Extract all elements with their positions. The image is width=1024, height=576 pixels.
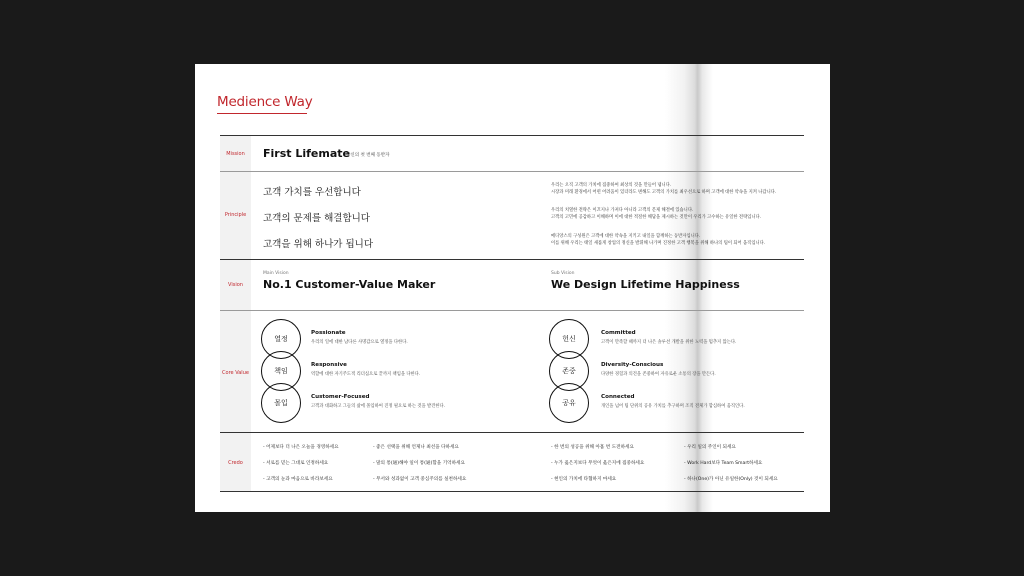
credo-3-2: - 누가 옳은지보다 무엇이 옳은지에 집중하세요 — [551, 461, 645, 466]
credo-2-3: - 무서와 성과없이 고객 중심주의를 실천하세요 — [373, 477, 467, 482]
principle-head-3: 고객을 위해 하나가 됩니다 — [263, 239, 374, 250]
credo-1-1: - 어제보다 더 나은 오늘을 경영하세요 — [263, 445, 339, 450]
credo-1-3: - 고객의 눈과 마음으로 바라보세요 — [263, 477, 333, 482]
credo-4-3: - 하나(One)가 아닌 유일한(Only) 것이 되세요 — [684, 477, 778, 482]
rule-vision — [220, 310, 804, 311]
row-label-principle: Principle — [224, 212, 247, 218]
row-label-core-value: Core Value — [222, 370, 249, 376]
core-value-right-2-title: Diversity-Conscious — [601, 362, 664, 368]
credo-2-2: - 말의 통(通)해야 일이 통(通)함을 기억하세요 — [373, 461, 465, 466]
core-value-left-1-desc: 우리의 일에 대한 남다른 사명감으로 열정을 다한다. — [311, 340, 408, 345]
rule-principle — [220, 259, 804, 260]
core-value-right-1-label: 헌신 — [562, 335, 576, 343]
credo-4-2: - Work Hard보다 Team Smart하세요 — [684, 461, 763, 466]
credo-3-1: - 한 번의 성공을 위해 아홉 번 도전하세요 — [551, 445, 634, 450]
principle-para-3: 메디앙스의 구성원은 고객에 대한 약속을 지키고 내일을 함께하는 동반자입니다. 이를 위해 우리는 태일 새롭게 창업의 정신을 발휘해 나가며 진정한 고객 행복을 위해 하나의 팀이 되어 움직입니다. — [551, 234, 766, 246]
main-vision-label: Main Vision — [263, 271, 289, 276]
main-vision-text: No.1 Customer-Value Maker — [263, 278, 436, 291]
rule-mission — [220, 171, 804, 172]
credo-4-1: - 우리 일의 주인이 되세요 — [684, 445, 736, 450]
row-label-vision: Vision — [228, 282, 243, 288]
core-value-right-3-label: 공유 — [562, 399, 576, 407]
mission-sub: 당신의 첫 번째 동반자 — [346, 153, 390, 158]
credo-1-2: - 서로를 믿는 그대로 인정하세요 — [263, 461, 329, 466]
sub-vision-label: Sub Vision — [551, 271, 575, 276]
mission-heading: First Lifemate — [263, 147, 350, 160]
core-value-left-2-title: Responsive — [311, 362, 347, 368]
core-value-left-3-title: Customer-Focused — [311, 394, 370, 400]
core-value-right-2-label: 존중 — [562, 367, 576, 375]
sub-vision-text: We Design Lifetime Happiness — [551, 278, 740, 291]
row-label-mission: Mission — [226, 151, 245, 157]
core-value-right-3-title: Connected — [601, 394, 635, 400]
core-value-right-3-desc: 개인을 넘어 팀 단위의 공유 가치를 추구하며 조직 전체가 합심하여 움직인다. — [601, 404, 745, 409]
rule-top — [220, 135, 804, 136]
core-value-left-1-title: Possionate — [311, 330, 346, 336]
core-value-right-1-title: Committed — [601, 330, 636, 336]
rule-bottom — [220, 491, 804, 492]
credo-3-3: - 현인의 가치에 타협하지 마세요 — [551, 477, 617, 482]
credo-2-1: - 좋은 선택을 위해 언제나 최선을 다하세요 — [373, 445, 459, 450]
core-value-right-1-desc: 고객이 만족할 때까지 더 나은 솔루션 개발을 위한 노력을 멈추지 않는다. — [601, 340, 737, 345]
principle-head-1: 고객 가치를 우선합니다 — [263, 187, 361, 198]
core-value-right-2-desc: 다양한 경험과 의견을 존중하여 자유로운 소통의 장을 만든다. — [601, 372, 716, 377]
core-value-left-1-label: 열정 — [274, 335, 288, 343]
principle-head-2: 고객의 문제를 해결합니다 — [263, 213, 370, 224]
core-value-left-3-desc: 고객과 대화하고 그들의 삶에 몰입하여 진정 필요로 하는 것을 발견한다. — [311, 404, 446, 409]
core-value-left-3-label: 몰입 — [274, 399, 288, 407]
core-value-left-2-desc: 역할에 대한 자기주도적 리더십으로 끝까지 책임을 다한다. — [311, 372, 421, 377]
document-spread — [195, 64, 830, 512]
row-label-credo: Credo — [228, 460, 243, 466]
rule-core-value — [220, 432, 804, 433]
core-value-left-2-label: 책임 — [274, 367, 288, 375]
title-underline — [217, 113, 307, 114]
page-title: Medience Way — [217, 94, 313, 110]
principle-para-1: 우리는 오직 고객의 가치에 집중하여 최상의 것을 만들어 냅니다. 시장과 미래 환경에서 어떤 어려움이 있더라도 변해도 고객의 가치를 최우선으로 하며 고객에 대한 약속을 지켜 나갑니다. — [551, 183, 777, 195]
principle-para-2: 우리의 치열한 전략은 이끄지나 가져다 아니라 고객의 문제 해결에 있습니다. 고객의 고민에 공감하고 이해하며 이에 대한 적절한 해답을 제시하는 것만이 우리가 고수하는 유일한 전략입니다. — [551, 208, 762, 220]
